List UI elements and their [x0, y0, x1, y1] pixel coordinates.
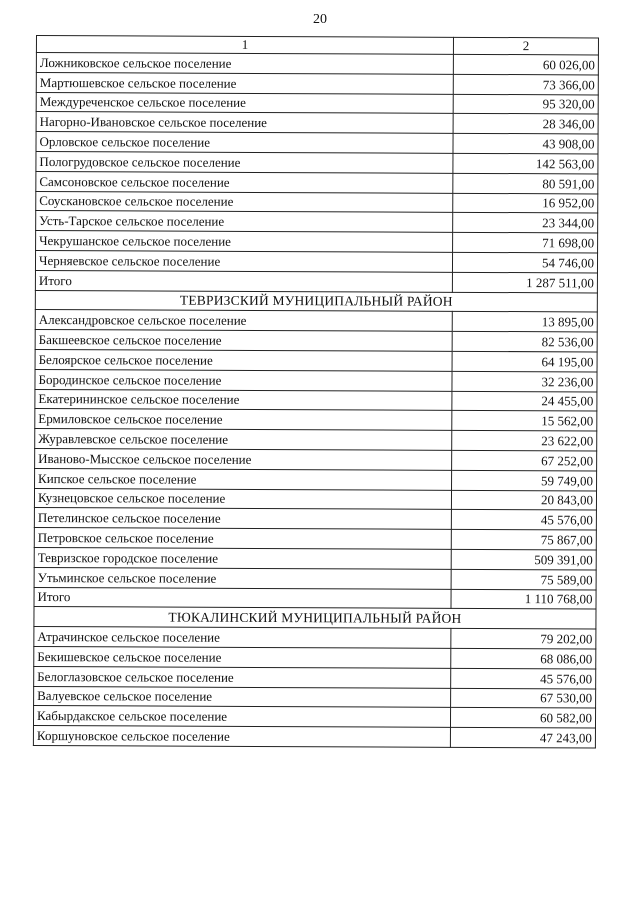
district-heading: ТЕВРИЗСКИЙ МУНИЦИПАЛЬНЫЙ РАЙОН [35, 290, 597, 312]
table-row [34, 627, 596, 649]
table-row [36, 231, 598, 253]
table-row [35, 429, 597, 451]
allocation-table [33, 35, 599, 748]
column-header-1: 1 [36, 36, 453, 55]
settlement-name: Петровское сельское поселение [34, 528, 451, 550]
amount-value: 28 346,00 [453, 114, 598, 134]
amount-value: 75 589,00 [451, 569, 596, 589]
settlement-name: Соускановское сельское поселение [36, 191, 453, 213]
district-heading: ТЮКАЛИНСКИЙ МУНИЦИПАЛЬНЫЙ РАЙОН [34, 607, 596, 629]
total-value: 1 110 768,00 [451, 589, 596, 609]
amount-value: 24 455,00 [452, 391, 597, 411]
table-row [34, 488, 596, 510]
settlement-name: Коршуновское сельское поселение [33, 726, 450, 748]
settlement-name: Бородинское сельское поселение [35, 369, 452, 391]
amount-value: 67 530,00 [451, 688, 596, 708]
table-row [33, 726, 595, 748]
amount-value: 60 026,00 [453, 54, 598, 74]
amount-value: 45 576,00 [451, 510, 596, 530]
table-row [36, 112, 598, 134]
district-heading-row [34, 607, 596, 629]
settlement-name: Тевризское городское поселение [34, 547, 451, 569]
table-row [35, 250, 597, 272]
settlement-name: Белоярское сельское поселение [35, 349, 452, 371]
amount-value: 32 236,00 [452, 371, 597, 391]
settlement-name: Кузнецовское сельское поселение [34, 488, 451, 510]
total-value: 1 287 511,00 [452, 272, 597, 292]
settlement-name: Пологрудовское сельское поселение [36, 151, 453, 173]
amount-value: 75 867,00 [451, 529, 596, 549]
table-row [36, 151, 598, 173]
table-row [35, 330, 597, 352]
amount-value: 73 366,00 [453, 74, 598, 94]
table-row [36, 72, 598, 94]
table-row [36, 191, 598, 213]
amount-value: 43 908,00 [453, 134, 598, 154]
amount-value: 67 252,00 [452, 450, 597, 470]
amount-value: 23 344,00 [453, 213, 598, 233]
table-row [34, 528, 596, 550]
settlement-name: Мартюшевское сельское поселение [36, 72, 453, 94]
table-row [35, 389, 597, 411]
amount-value: 45 576,00 [451, 668, 596, 688]
settlement-name: Кабырдакское сельское поселение [33, 706, 450, 728]
amount-value: 95 320,00 [453, 94, 598, 114]
settlement-name: Иваново-Мысское сельское поселение [35, 448, 452, 470]
settlement-name: Нагорно-Ивановское сельское поселение [36, 112, 453, 134]
table-row [36, 211, 598, 233]
total-label: Итого [34, 587, 451, 609]
table-row [34, 666, 596, 688]
total-row [35, 270, 597, 292]
district-heading-row [35, 290, 597, 312]
table-row [35, 349, 597, 371]
table-row [36, 132, 598, 154]
settlement-name: Екатерининское сельское поселение [35, 389, 452, 411]
settlement-name: Бакшеевское сельское поселение [35, 330, 452, 352]
amount-value: 71 698,00 [453, 232, 598, 252]
table-row [34, 508, 596, 530]
settlement-name: Кипское сельское поселение [35, 468, 452, 490]
settlement-name: Ермиловское сельское поселение [35, 409, 452, 431]
amount-value: 23 622,00 [452, 430, 597, 450]
table-row [34, 646, 596, 668]
settlement-name: Журавлевское сельское поселение [35, 429, 452, 451]
amount-value: 64 195,00 [452, 351, 597, 371]
table-row [35, 409, 597, 431]
table-row [36, 171, 598, 193]
total-label: Итого [35, 270, 452, 292]
settlement-name: Усть-Тарское сельское поселение [36, 211, 453, 233]
amount-value: 13 895,00 [452, 312, 597, 332]
settlement-name: Междуреченское сельское поселение [36, 92, 453, 114]
table-row [35, 369, 597, 391]
table-row [36, 53, 598, 75]
amount-value: 60 582,00 [450, 708, 595, 728]
table-row [35, 468, 597, 490]
amount-value: 16 952,00 [453, 193, 598, 213]
amount-value: 15 562,00 [452, 411, 597, 431]
amount-value: 20 843,00 [451, 490, 596, 510]
table-row [34, 547, 596, 569]
amount-value: 80 591,00 [453, 173, 598, 193]
amount-value: 142 563,00 [453, 153, 598, 173]
settlement-name: Утьминское сельское поселение [34, 567, 451, 589]
table-body [33, 36, 598, 748]
amount-value: 82 536,00 [452, 331, 597, 351]
amount-value: 68 086,00 [451, 648, 596, 668]
table-row [35, 310, 597, 332]
column-header-2: 2 [453, 37, 598, 55]
settlement-name: Черняевское сельское поселение [35, 250, 452, 272]
table-row [35, 448, 597, 470]
amount-value: 54 746,00 [452, 252, 597, 272]
settlement-name: Ложниковское сельское поселение [36, 53, 453, 75]
page-number: 20 [313, 12, 327, 27]
settlement-name: Орловское сельское поселение [36, 132, 453, 154]
table-row [34, 686, 596, 708]
settlement-name: Бекишевское сельское поселение [34, 646, 451, 668]
settlement-name: Белоглазовское сельское поселение [34, 666, 451, 688]
amount-value: 59 749,00 [452, 470, 597, 490]
amount-value: 47 243,00 [450, 727, 595, 747]
amount-value: 509 391,00 [451, 549, 596, 569]
table-row [36, 92, 598, 114]
settlement-name: Александровское сельское поселение [35, 310, 452, 332]
settlement-name: Самсоновское сельское поселение [36, 171, 453, 193]
amount-value: 79 202,00 [451, 628, 596, 648]
settlement-name: Чекрушанское сельское поселение [36, 231, 453, 253]
settlement-name: Петелинское сельское поселение [34, 508, 451, 530]
settlement-name: Атрачинское сельское поселение [34, 627, 451, 649]
table-row [34, 567, 596, 589]
total-row [34, 587, 596, 609]
settlement-name: Валуевское сельское поселение [34, 686, 451, 708]
table-row [33, 706, 595, 728]
